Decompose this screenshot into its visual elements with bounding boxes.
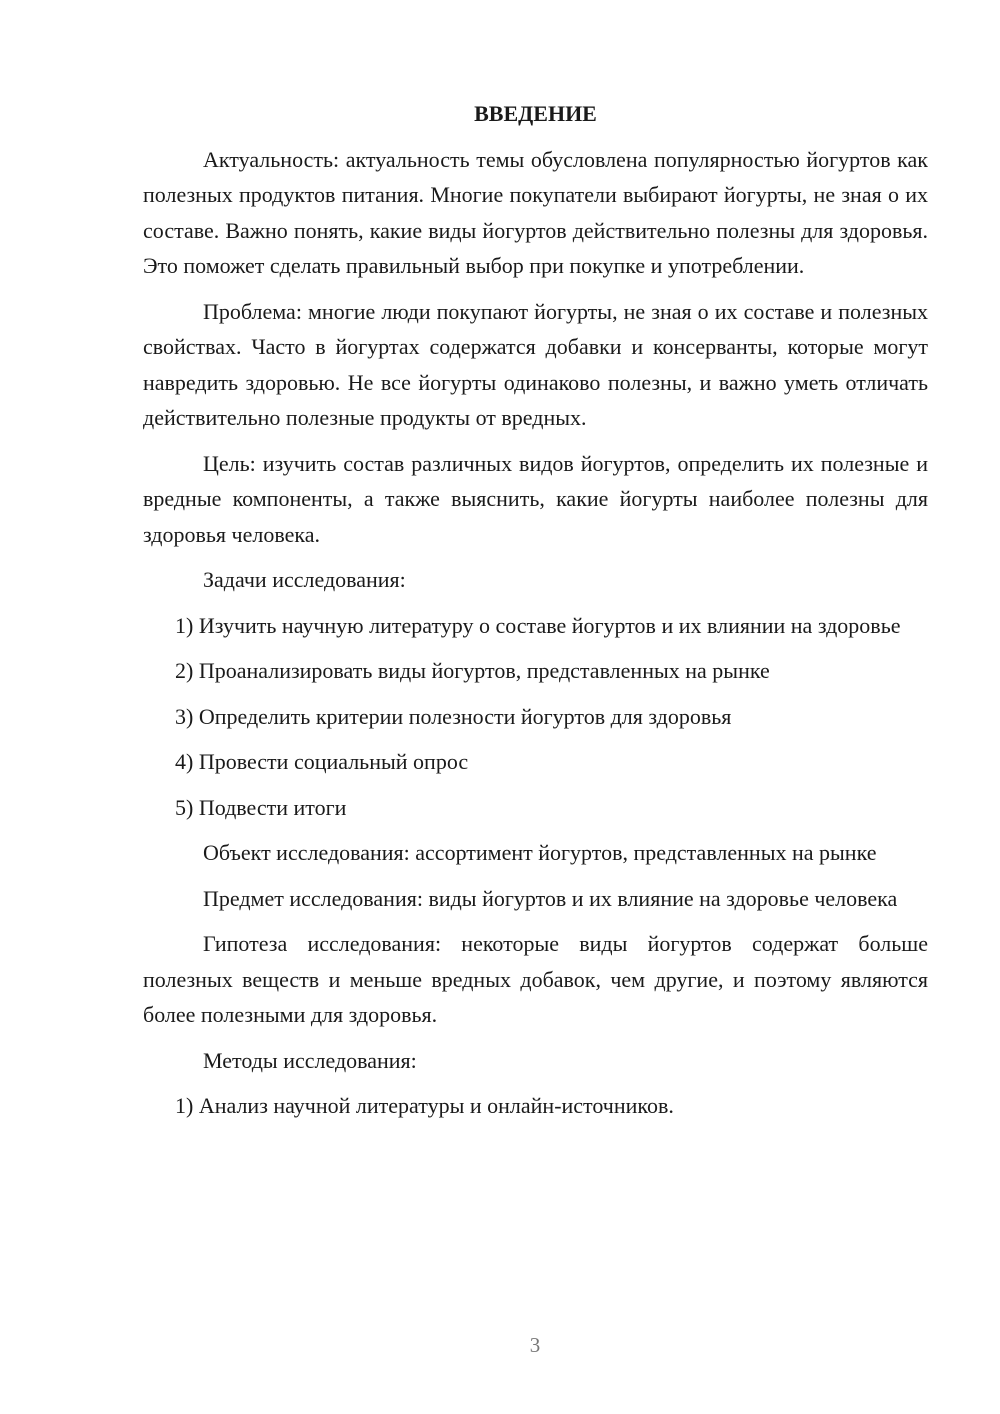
page-number: 3 [529, 1333, 541, 1357]
document-page [143, 96, 928, 1134]
task-item: 4) Провести социальный опрос [175, 749, 469, 774]
subject-paragraph: Предмет исследования: виды йогуртов и их влияние на здоровье человека [203, 885, 898, 911]
goal-paragraph: Цель: изучить состав различных видов йогуртов, определить их полезные и вредные компоненты, а также выяснить, какие йогурты наиболее полезны для здоровья человека. [143, 450, 928, 547]
task-item: 1) Изучить научную литературу о составе йогуртов и их влиянии на здоровье [175, 612, 901, 638]
method-item: 1) Анализ научной литературы и онлайн-источников. [175, 1093, 674, 1118]
task-item: 3) Определить критерии полезности йогуртов для здоровья [175, 703, 732, 729]
relevance-paragraph: Актуальность: актуальность темы обусловлена популярностью йогуртов как полезных продуктов питания. Многие покупатели выбирают йогурты, не зная о их составе. Важно понять, какие виды йогуртов действительно полезны для здоровья. Это поможет сделать правильный выбор при покупке и употреблении. [143, 146, 928, 278]
task-item: 2) Проанализировать виды йогуртов, представленных на рынке [175, 658, 770, 683]
tasks-heading: Задачи исследования: [203, 567, 406, 592]
problem-paragraph: Проблема: многие люди покупают йогурты, не зная о их составе и полезных свойствах. Часто в йогуртах содержатся добавки и консерванты, которые могут навредить здоровью. Не все йогурты одинаково полезны, и важно уметь отличать действительно полезные продукты от вредных. [143, 298, 928, 430]
section-title: ВВЕДЕНИЕ [474, 101, 597, 126]
object-paragraph: Объект исследования: ассортимент йогуртов, представленных на рынке [203, 840, 877, 865]
hypothesis-paragraph: Гипотеза исследования: некоторые виды йогуртов содержат больше полезных веществ и меньше вредных добавок, чем другие, и поэтому являются более полезными для здоровья. [143, 931, 928, 1027]
task-item: 5) Подвести итоги [175, 794, 347, 820]
methods-heading: Методы исследования: [203, 1047, 417, 1073]
